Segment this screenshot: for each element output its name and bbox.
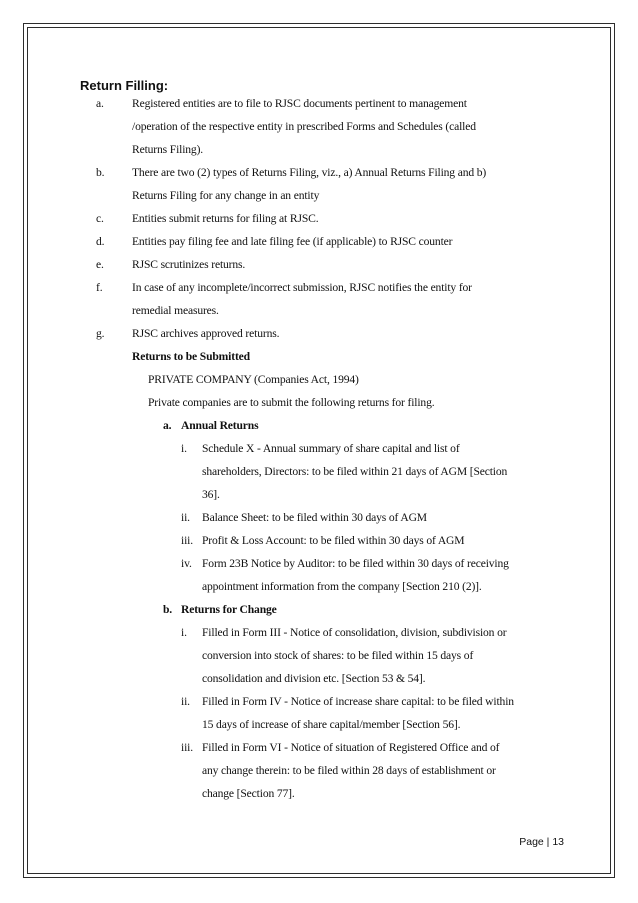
entry-line: 15 days of increase of share capital/member [Section 56]. <box>202 718 461 731</box>
entry-line: Filled in Form IV - Notice of increase share capital: to be filed within <box>202 695 514 708</box>
page-number: Page | 13 <box>519 836 564 848</box>
entry-line: Filled in Form VI - Notice of situation of Registered Office and of <box>202 741 500 754</box>
item-line: In case of any incomplete/incorrect submission, RJSC notifies the entity for <box>132 281 472 294</box>
item-line: remedial measures. <box>132 304 219 317</box>
section-marker: b. <box>163 603 173 616</box>
company-type: PRIVATE COMPANY (Companies Act, 1994) <box>148 373 359 386</box>
item-line: Entities submit returns for filing at RJSC. <box>132 212 319 225</box>
entry-line: Schedule X - Annual summary of share capital and list of <box>202 442 460 455</box>
entry-marker: ii. <box>181 695 190 708</box>
section-title: Returns for Change <box>181 603 277 616</box>
item-line: Returns Filing). <box>132 143 204 156</box>
item-line: RJSC archives approved returns. <box>132 327 280 340</box>
entry-line: Form 23B Notice by Auditor: to be filed within 30 days of receiving <box>202 557 509 570</box>
section-marker: a. <box>163 419 172 432</box>
entry-line: consolidation and division etc. [Section 53 & 54]. <box>202 672 426 685</box>
entry-line: Profit & Loss Account: to be filed within 30 days of AGM <box>202 534 465 547</box>
item-marker: g. <box>96 327 105 340</box>
item-line: Entities pay filing fee and late filing fee (if applicable) to RJSC counter <box>132 235 453 248</box>
entry-marker: iii. <box>181 741 193 754</box>
entry-marker: ii. <box>181 511 190 524</box>
entry-line: any change therein: to be filed within 28 days of establishment or <box>202 764 496 777</box>
entry-marker: i. <box>181 442 187 455</box>
page-heading: Return Filling: <box>80 78 169 93</box>
entry-line: Balance Sheet: to be filed within 30 days of AGM <box>202 511 427 524</box>
item-line: RJSC scrutinizes returns. <box>132 258 246 271</box>
entry-line: 36]. <box>202 488 220 501</box>
returns-intro: Private companies are to submit the following returns for filing. <box>148 396 435 409</box>
entry-marker: iv. <box>181 557 192 570</box>
entry-line: Filled in Form III - Notice of consolidation, division, subdivision or <box>202 626 507 639</box>
item-marker: f. <box>96 281 103 294</box>
item-line: There are two (2) types of Returns Filing, viz., a) Annual Returns Filing and b) <box>132 166 487 179</box>
entry-marker: i. <box>181 626 187 639</box>
section-title: Annual Returns <box>181 419 259 432</box>
entry-line: conversion into stock of shares: to be filed within 15 days of <box>202 649 474 662</box>
entry-marker: iii. <box>181 534 193 547</box>
item-marker: b. <box>96 166 105 179</box>
returns-heading: Returns to be Submitted <box>132 350 250 363</box>
item-line: /operation of the respective entity in prescribed Forms and Schedules (called <box>132 120 476 133</box>
entry-line: shareholders, Directors: to be filed within 21 days of AGM [Section <box>202 465 508 478</box>
item-marker: e. <box>96 258 104 271</box>
item-marker: d. <box>96 235 105 248</box>
item-marker: c. <box>96 212 104 225</box>
item-line: Returns Filing for any change in an entity <box>132 189 320 202</box>
item-line: Registered entities are to file to RJSC documents pertinent to management <box>132 97 467 110</box>
entry-line: change [Section 77]. <box>202 787 295 800</box>
entry-line: appointment information from the company [Section 210 (2)]. <box>202 580 482 593</box>
item-marker: a. <box>96 97 104 110</box>
